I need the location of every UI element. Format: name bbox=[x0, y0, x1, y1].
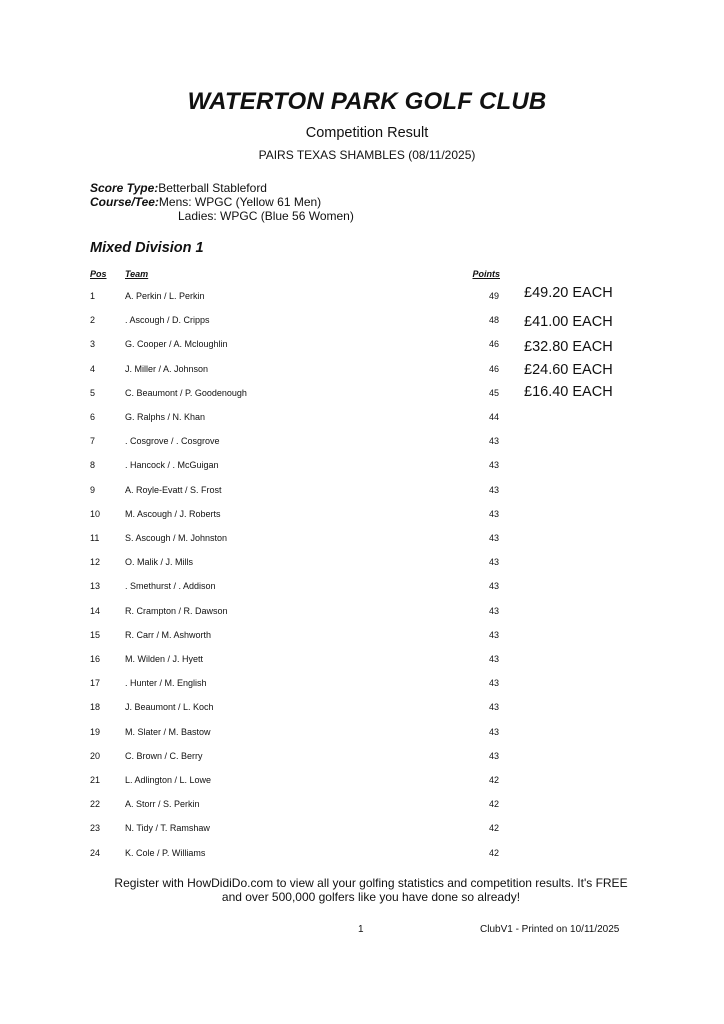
column-header-pos: Pos bbox=[90, 269, 107, 279]
column-header-team: Team bbox=[125, 269, 149, 279]
pos-cell: 17 bbox=[90, 678, 101, 689]
points-cell: 42 bbox=[488, 799, 499, 810]
score-type-value: Betterball Stableford bbox=[158, 181, 267, 195]
table-row bbox=[0, 339, 724, 355]
team-cell: M. Slater / M. Bastow bbox=[125, 726, 211, 737]
pos-cell: 2 bbox=[90, 315, 96, 326]
team-cell: J. Beaumont / L. Koch bbox=[125, 702, 214, 713]
pos-cell: 3 bbox=[90, 339, 96, 350]
course-tee-mens: Mens: WPGC (Yellow 61 Men) bbox=[158, 195, 322, 209]
pos-cell: 22 bbox=[90, 799, 101, 810]
team-cell: R. Carr / M. Ashworth bbox=[125, 629, 212, 640]
table-row bbox=[0, 654, 724, 670]
club-title: WATERTON PARK GOLF CLUB bbox=[187, 88, 547, 115]
pos-cell: 7 bbox=[90, 436, 96, 447]
pos-cell: 14 bbox=[90, 605, 101, 616]
points-cell: 43 bbox=[488, 750, 499, 761]
points-cell: 46 bbox=[488, 363, 499, 374]
points-cell: 43 bbox=[488, 726, 499, 737]
footer-message-line1: Register with HowDidiDo.com to view all your golfing statistics and competition results. It's FREE bbox=[114, 876, 628, 890]
competition-name: PAIRS TEXAS SHAMBLES (08/11/2025) bbox=[258, 148, 476, 162]
team-cell: C. Brown / C. Berry bbox=[125, 750, 203, 761]
course-tee bbox=[90, 195, 321, 209]
prize-amount: £24.60 EACH bbox=[524, 362, 613, 378]
points-cell: 43 bbox=[488, 605, 499, 616]
team-cell: . Ascough / D. Cripps bbox=[125, 315, 210, 326]
pos-cell: 20 bbox=[90, 750, 101, 761]
pos-cell: 16 bbox=[90, 654, 101, 664]
table-row bbox=[0, 291, 724, 307]
team-cell: C. Beaumont / P. Goodenough bbox=[125, 387, 247, 398]
table-row bbox=[0, 436, 724, 452]
pos-cell: 21 bbox=[90, 775, 101, 785]
team-cell: L. Adlington / L. Lowe bbox=[125, 775, 212, 785]
printed-info: ClubV1 - Printed on 10/11/2025 bbox=[480, 924, 620, 935]
team-cell: G. Ralphs / N. Khan bbox=[125, 412, 206, 422]
points-cell: 43 bbox=[488, 533, 499, 543]
table-row bbox=[0, 557, 724, 573]
pos-cell: 9 bbox=[90, 484, 96, 495]
points-cell: 43 bbox=[488, 557, 499, 568]
team-cell: M. Wilden / J. Hyett bbox=[125, 654, 204, 664]
team-cell: . Cosgrove / . Cosgrove bbox=[125, 436, 220, 447]
team-cell: A. Royle-Evatt / S. Frost bbox=[125, 484, 222, 495]
table-row bbox=[0, 727, 724, 743]
points-cell: 44 bbox=[488, 412, 499, 422]
footer-message-line2: and over 500,000 golfers like you have done so already! bbox=[221, 890, 521, 904]
team-cell: . Smethurst / . Addison bbox=[125, 581, 216, 592]
score-type-label: Score Type: bbox=[90, 181, 159, 195]
document-subtitle: Competition Result bbox=[305, 125, 429, 141]
table-row bbox=[0, 533, 724, 549]
points-cell: 43 bbox=[488, 436, 499, 447]
points-cell: 42 bbox=[488, 847, 499, 858]
table-row bbox=[0, 581, 724, 597]
pos-cell: 12 bbox=[90, 557, 101, 568]
points-cell: 43 bbox=[488, 702, 499, 713]
team-cell: R. Crampton / R. Dawson bbox=[125, 605, 228, 616]
team-cell: J. Miller / A. Johnson bbox=[125, 363, 209, 374]
team-cell: N. Tidy / T. Ramshaw bbox=[125, 823, 210, 834]
points-cell: 43 bbox=[488, 581, 499, 592]
team-cell: . Hunter / M. English bbox=[125, 678, 207, 689]
points-cell: 42 bbox=[488, 775, 499, 785]
division-title: Mixed Division 1 bbox=[90, 240, 204, 256]
pos-cell: 6 bbox=[90, 412, 96, 422]
table-row bbox=[0, 848, 724, 864]
pos-cell: 15 bbox=[90, 629, 101, 640]
team-cell: M. Ascough / J. Roberts bbox=[125, 508, 221, 519]
team-cell: G. Cooper / A. Mcloughlin bbox=[125, 339, 228, 350]
table-row bbox=[0, 606, 724, 622]
team-cell: A. Storr / S. Perkin bbox=[125, 799, 200, 810]
pos-cell: 13 bbox=[90, 581, 101, 592]
table-row bbox=[0, 509, 724, 525]
team-cell: S. Ascough / M. Johnston bbox=[125, 533, 228, 543]
pos-cell: 24 bbox=[90, 847, 101, 858]
team-cell: K. Cole / P. Williams bbox=[125, 847, 206, 858]
table-row bbox=[0, 775, 724, 791]
points-cell: 43 bbox=[488, 678, 499, 689]
prize-amount: £49.20 EACH bbox=[524, 285, 613, 301]
team-cell: A. Perkin / L. Perkin bbox=[125, 291, 205, 301]
team-cell: O. Malik / J. Mills bbox=[125, 557, 194, 568]
pos-cell: 11 bbox=[90, 533, 100, 543]
table-row bbox=[0, 412, 724, 428]
column-header-points: Points bbox=[472, 269, 500, 279]
course-tee-ladies: Ladies: WPGC (Blue 56 Women) bbox=[178, 209, 354, 223]
table-row bbox=[0, 388, 724, 404]
pos-cell: 23 bbox=[90, 823, 101, 834]
pos-cell: 19 bbox=[90, 726, 101, 737]
prize-amount: £32.80 EACH bbox=[524, 339, 613, 355]
pos-cell: 1 bbox=[90, 291, 96, 301]
points-cell: 43 bbox=[488, 654, 499, 664]
points-cell: 43 bbox=[488, 484, 499, 495]
points-cell: 43 bbox=[488, 508, 499, 519]
page-number: 1 bbox=[358, 924, 364, 935]
table-row bbox=[0, 630, 724, 646]
points-cell: 48 bbox=[488, 315, 499, 326]
points-cell: 43 bbox=[488, 460, 499, 471]
score-type bbox=[90, 181, 267, 195]
team-cell: . Hancock / . McGuigan bbox=[125, 460, 219, 471]
table-row bbox=[0, 823, 724, 839]
table-row bbox=[0, 678, 724, 694]
points-cell: 42 bbox=[488, 823, 499, 834]
prize-amount: £41.00 EACH bbox=[524, 314, 613, 330]
points-cell: 43 bbox=[488, 629, 499, 640]
pos-cell: 8 bbox=[90, 460, 96, 471]
footer-message bbox=[0, 876, 724, 904]
points-cell: 49 bbox=[488, 291, 499, 301]
table-row bbox=[0, 751, 724, 767]
pos-cell: 4 bbox=[90, 363, 96, 374]
table-row bbox=[0, 485, 724, 501]
table-row bbox=[0, 364, 724, 380]
pos-cell: 18 bbox=[90, 702, 101, 713]
points-cell: 45 bbox=[488, 387, 499, 398]
pos-cell: 5 bbox=[90, 387, 96, 398]
prize-amount: £16.40 EACH bbox=[524, 384, 613, 400]
course-tee-label: Course/Tee: bbox=[90, 195, 159, 209]
table-row bbox=[0, 799, 724, 815]
table-row bbox=[0, 702, 724, 718]
table-row bbox=[0, 460, 724, 476]
table-row bbox=[0, 315, 724, 331]
pos-cell: 10 bbox=[90, 508, 101, 519]
points-cell: 46 bbox=[488, 339, 499, 350]
